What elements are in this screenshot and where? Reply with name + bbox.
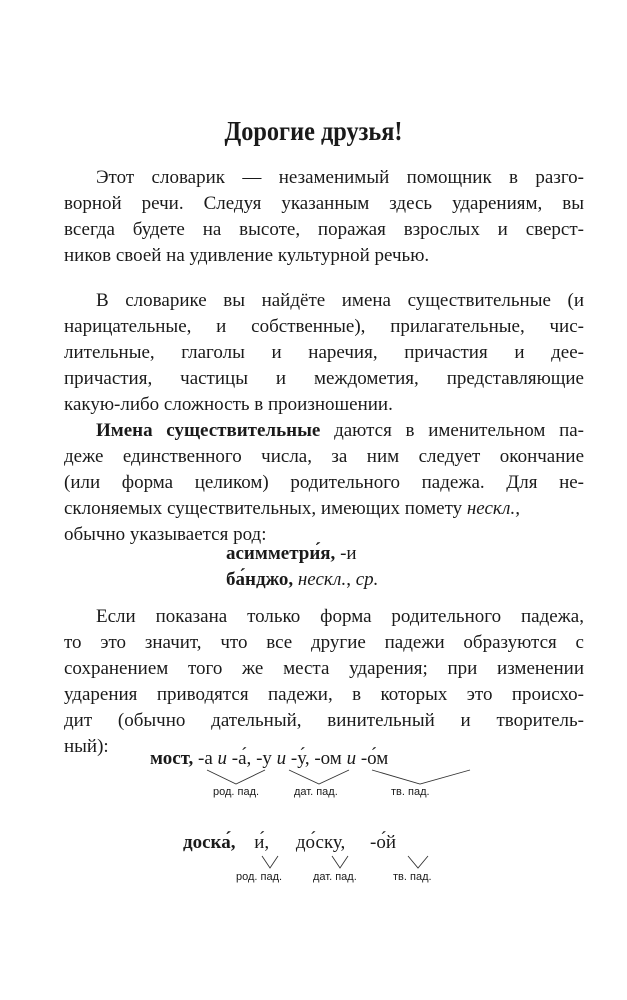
text-line: дит (обычно дательный, винительный и творитель- <box>64 710 584 731</box>
headword: доска́, <box>183 832 236 853</box>
bracket-most-gen <box>207 770 265 784</box>
page-title: Дорогие друзья! <box>224 116 403 146</box>
intro-paragraph <box>64 165 584 269</box>
case-label: дат. пад. <box>313 871 357 883</box>
example-most <box>150 746 388 772</box>
form-gen-alt: -а́, <box>231 748 252 769</box>
bracket-doska-instr <box>408 856 428 868</box>
text-line: причастия, частицы и междометия, представляющие <box>64 368 584 389</box>
text-line: (или форма целиком) родительного падежа. Для не- <box>64 472 584 493</box>
text-line: ворной речи. Следуя указанным здесь ударениям, вы <box>64 193 584 214</box>
nouns-heading: Имена существительные <box>96 420 321 441</box>
text-line: ударения приводятся падежи, в которых это происхо- <box>64 684 584 705</box>
form-gen: и́, <box>254 832 270 853</box>
ending: -и <box>335 543 357 564</box>
headword: асимметри́я, <box>226 543 336 564</box>
nouns-paragraph <box>64 418 584 548</box>
separator: , <box>346 569 356 590</box>
bracket-doska-dat <box>332 856 348 868</box>
text-line: то это значит, что все другие падежи образуются с <box>64 632 584 653</box>
text-line: ный): <box>64 736 109 757</box>
text-line: ников своей на удивление культурной речью. <box>64 245 430 266</box>
form-instr: -ом <box>314 748 342 769</box>
text-line: деже единственного числа, за ним следует окончание <box>64 446 584 467</box>
text-line: обычно указывается род: <box>64 524 267 545</box>
form-instr: -о́й <box>370 832 397 853</box>
case-label: тв. пад. <box>393 871 432 883</box>
text-line: сохранением того же места ударения; при изменении <box>64 658 584 679</box>
text-line: нарицательные, и собственные), прилагательные, чис- <box>64 316 584 337</box>
text-line <box>64 418 584 444</box>
conjunction: и <box>217 748 228 769</box>
example-doska <box>183 830 396 856</box>
headword: ба́нджо, <box>226 569 294 590</box>
text-line: какую-либо сложность в произношении. <box>64 394 393 415</box>
bracket-most-dat <box>289 770 349 784</box>
conjunction: и <box>346 748 357 769</box>
case-label: дат. пад. <box>294 786 338 798</box>
form-gen: -а <box>198 748 213 769</box>
text-line: В словарике вы найдёте имена существительные (и <box>96 290 584 311</box>
example-banjo <box>226 567 378 593</box>
headword: мост, <box>150 748 194 769</box>
example-asymmetry <box>226 541 357 567</box>
bracket-doska-gen <box>262 856 278 868</box>
nouns-text: даются в именительном па- <box>320 420 584 441</box>
text-line <box>64 496 584 522</box>
case-label: тв. пад. <box>391 786 430 798</box>
conjunction: и <box>276 748 287 769</box>
form-dat: -у <box>256 748 272 769</box>
abbr-indecl: нескл., <box>466 498 520 519</box>
nouns-text: склоняемых существительных, имеющих помету <box>64 498 463 519</box>
bracket-most-instr <box>372 770 470 784</box>
text-line: Если показана только форма родительного падежа, <box>96 606 584 627</box>
text-line: лительные, глаголы и наречия, причастия и дее- <box>64 342 584 363</box>
stress-paragraph <box>64 604 584 760</box>
abbr-indecl: нескл. <box>297 569 347 590</box>
form-dat-alt: -у́, <box>290 748 310 769</box>
case-label: род. пад. <box>213 786 260 798</box>
text-line: всегда будете на высоте, поражая взрослых и сверст- <box>64 219 584 240</box>
contents-paragraph <box>64 288 584 418</box>
case-label: род. пад. <box>236 871 283 883</box>
form-instr-alt: -о́м <box>360 748 389 769</box>
abbr-neuter: ср. <box>355 569 379 590</box>
form-acc: до́ску, <box>295 832 346 853</box>
text-line: Этот словарик — незаменимый помощник в разго- <box>96 167 584 188</box>
